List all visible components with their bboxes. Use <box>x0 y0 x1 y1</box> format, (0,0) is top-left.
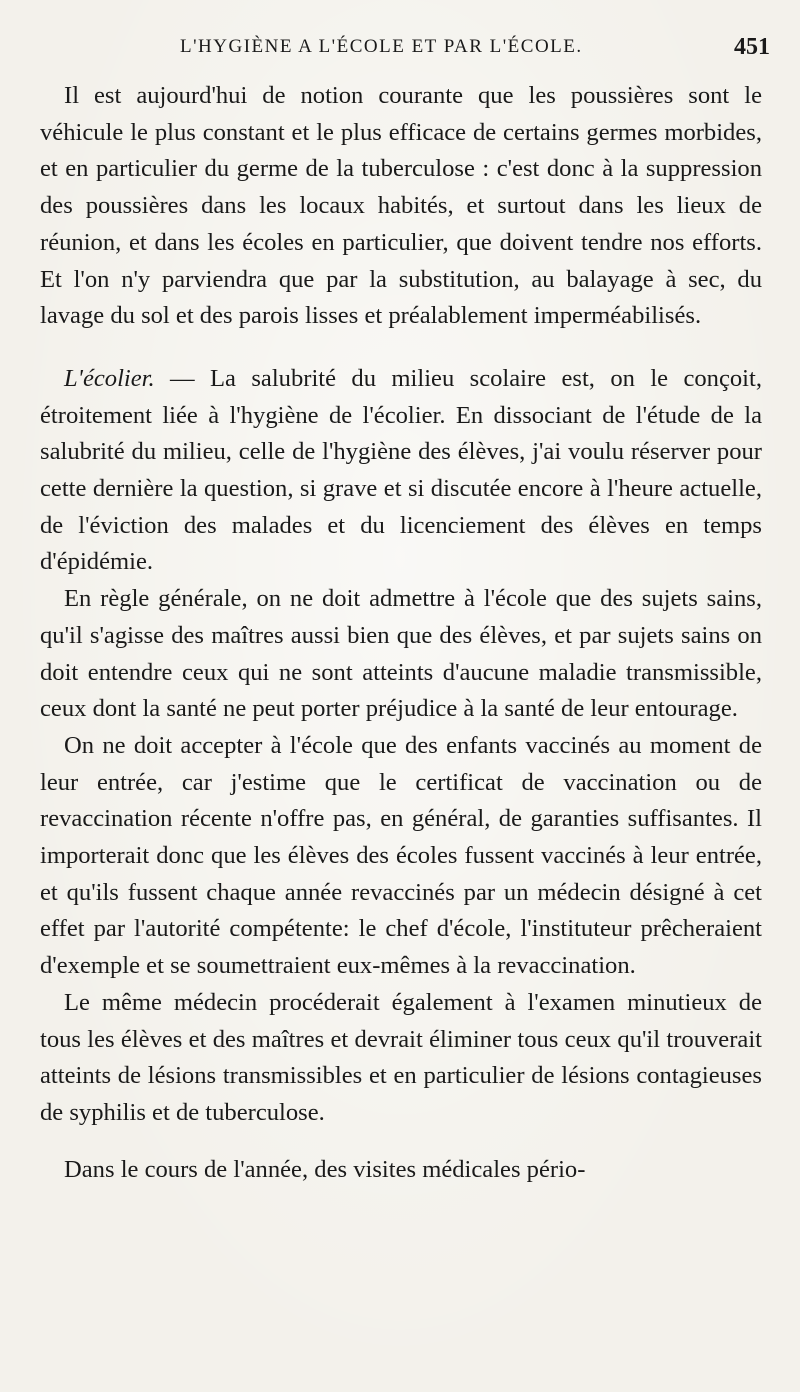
paragraph-schoolchild-text: — La salubrité du milieu scolaire est, on le conçoit, étroitement liée à l'hygiène de l'écolier. En dissociant de l'étude de la salubrité du milieu, celle de l'hygiène des élèves, j'ai voulu réserver pour cette dernière la question, si grave et si discutée encore à l'heure actuelle, de l'éviction des malades et du licenciement des élèves en temps d'épidémie. <box>40 364 762 576</box>
paragraph-dust: Il est aujourd'hui de notion courante que les poussières sont le véhicule le plus constant et le plus efficace de certains germes morbides, et en particulier du germe de la tuberculose : c'est donc à la suppression des poussières dans les locaux habités, et surtout dans les lieux de réunion, et dans les écoles en particulier, que doivent tendre nos efforts. Et l'on n'y parviendra que par la substitution, au balayage à sec, du lavage du sol et des parois lisses et préalablement imperméabilisés. <box>40 82 762 330</box>
running-head <box>40 36 770 68</box>
paragraph-schoolchild <box>40 361 762 581</box>
paragraph-healthy-subjects: En règle générale, on ne doit admettre à l'école que des sujets sains, qu'il s'agisse des maîtres aussi bien que des élèves, et par sujets sains on doit entendre ceux qui ne sont atteints d'aucune maladie transmissible, ceux dont la santé ne peut porter préjudice à la santé de leur entourage. <box>40 585 762 723</box>
running-title: L'HYGIÈNE A L'ÉCOLE ET PAR L'ÉCOLE. <box>180 36 583 57</box>
page-number: 451 <box>734 34 770 60</box>
body-text <box>40 78 762 1188</box>
section-runin-heading: L'écolier. <box>64 364 155 392</box>
paragraph-vaccination: On ne doit accepter à l'école que des enfants vaccinés au moment de leur entrée, car j'estime que le certificat de vaccination ou de revaccination récente n'offre pas, en général, de garanties suffisantes. Il importerait donc que les élèves des écoles fussent vaccinés à leur entrée, et qu'ils fussent chaque année revaccinés par un médecin désigné à cet effet par l'autorité compétente: le chef d'école, l'instituteur prêcheraient d'exemple et se soumettraient eux-mêmes à la revaccination. <box>40 731 762 980</box>
paragraph-medical-exam: Le même médecin procéderait également à l'examen minutieux de tous les élèves et des maîtres et devrait éliminer tous ceux qu'il trouverait atteints de lésions transmissibles et en particulier de lésions contagieuses de syphilis et de tuberculose. <box>40 988 762 1126</box>
paragraph-periodic-visits: Dans le cours de l'année, des visites médicales pério- <box>64 1155 586 1183</box>
